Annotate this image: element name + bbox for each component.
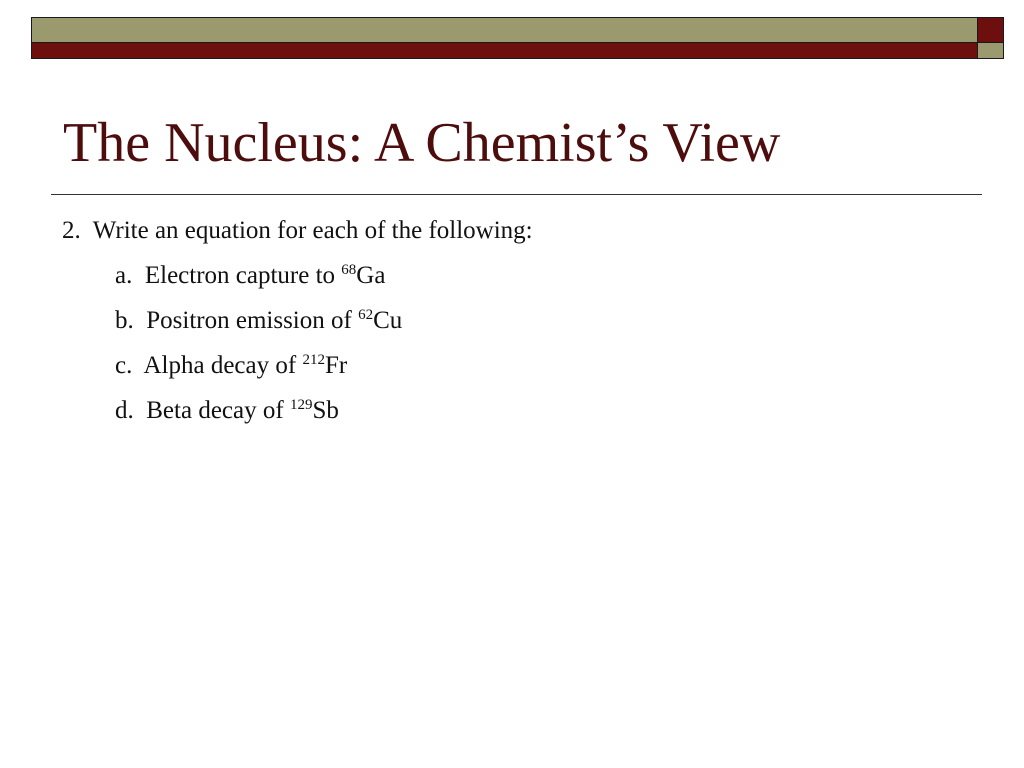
list-item-b [62,304,962,349]
item-label: a. Electron capture to [115,262,342,289]
list-item-c [62,349,962,394]
header-banner [31,17,1004,59]
element-symbol: Sb [312,397,339,424]
mass-number: 68 [341,262,357,278]
element-symbol: Ga [356,262,386,289]
banner-maroon-square [977,17,1004,43]
slide-body [62,214,962,439]
question-text: 2. Write an equation for each of the following: [62,217,533,244]
element-symbol: Cu [373,307,403,334]
item-label: c. Alpha decay of [115,352,303,379]
list-item-a [62,259,962,304]
title-divider [51,194,982,195]
mass-number: 129 [289,397,313,413]
slide-title: The Nucleus: A Chemist’s View [63,112,781,174]
item-label: b. Positron emission of [115,307,359,334]
mass-number: 212 [302,352,325,368]
banner-maroon-band [31,42,978,59]
element-symbol: Fr [324,352,348,379]
banner-olive-square [977,42,1004,59]
banner-olive-band [31,17,978,43]
mass-number: 62 [358,307,374,323]
list-item-d [62,394,962,439]
item-label: d. Beta decay of [115,397,290,424]
